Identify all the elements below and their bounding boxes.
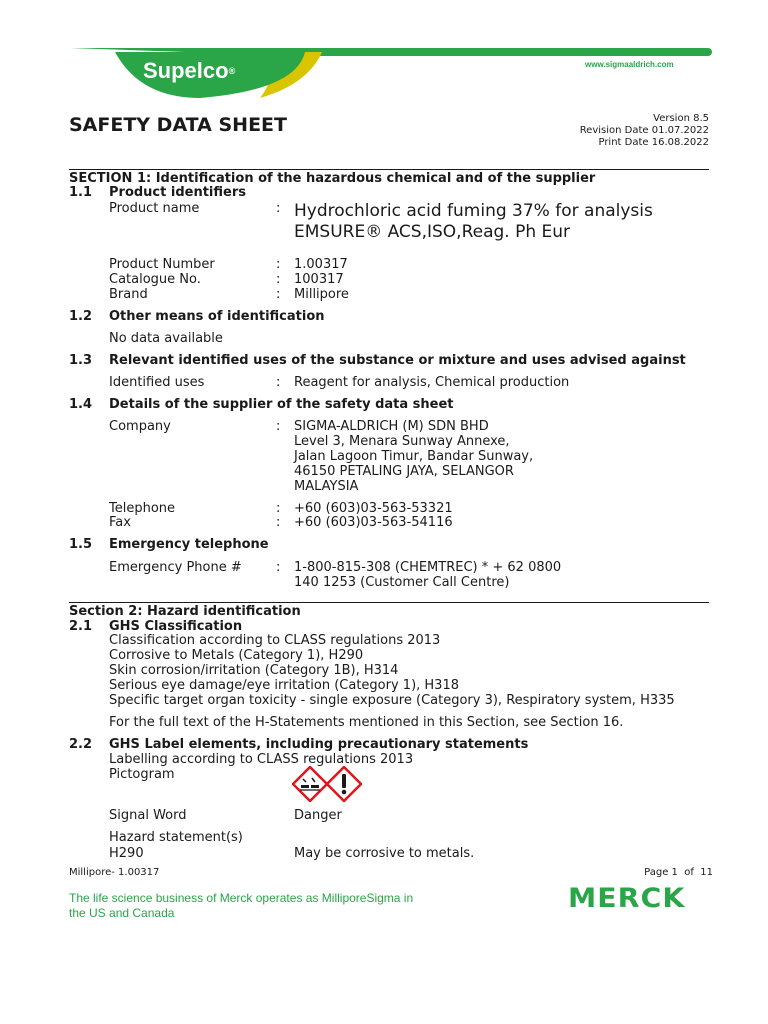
- classification-line: Corrosive to Metals (Category 1), H290: [109, 648, 364, 663]
- pictogram-label: Pictogram: [109, 767, 175, 782]
- identified-uses-value: Reagent for analysis, Chemical production: [294, 375, 570, 390]
- colon: :: [276, 257, 281, 272]
- tagline-line1: The life science business of Merck operates as MilliporeSigma in: [69, 891, 414, 905]
- document-meta: [580, 113, 709, 149]
- product-name-label: Product name: [109, 201, 200, 216]
- s1-2-text: No data available: [109, 331, 223, 346]
- s2-2-title: GHS Label elements, including precautionary statements: [109, 737, 529, 752]
- company-line: MALAYSIA: [294, 479, 359, 494]
- emergency-phone-label: Emergency Phone #: [109, 560, 242, 575]
- classification-line: Serious eye damage/eye irritation (Category 1), H318: [109, 678, 459, 693]
- product-name-line1: Hydrochloric acid fuming 37% for analysis: [294, 201, 653, 221]
- corrosion-pictogram: [292, 766, 328, 802]
- identified-uses-label: Identified uses: [109, 375, 205, 390]
- colon: :: [276, 287, 281, 302]
- h290-code: H290: [109, 846, 144, 861]
- s1-5-num: 1.5: [69, 537, 93, 552]
- footer-product-ref: Millipore- 1.00317: [69, 867, 160, 878]
- section2-rule: [69, 602, 709, 603]
- s1-3-num: 1.3: [69, 353, 93, 368]
- colon: :: [276, 419, 281, 434]
- s1-2-title: Other means of identification: [109, 309, 325, 324]
- website-link[interactable]: www.sigmaaldrich.com: [585, 60, 674, 69]
- revision-date: Revision Date 01.07.2022: [579, 125, 709, 136]
- signal-word-label: Signal Word: [109, 808, 187, 823]
- colon: :: [276, 201, 281, 216]
- s2-2-num: 2.2: [69, 737, 93, 752]
- telephone-label: Telephone: [109, 501, 176, 516]
- s1-1-num: 1.1: [69, 185, 93, 200]
- page-number: Page 1 of 11: [644, 867, 713, 878]
- exclamation-pictogram: [326, 766, 362, 802]
- emergency-phone-line2: 140 1253 (Customer Call Centre): [294, 575, 510, 590]
- s1-1-title: Product identifiers: [109, 185, 246, 200]
- section1-rule: [69, 169, 709, 170]
- signal-word-value: Danger: [294, 808, 342, 823]
- brand-logo-reg: ®: [228, 66, 236, 76]
- hazard-statements-label: Hazard statement(s): [109, 830, 243, 845]
- company-address: [294, 419, 533, 494]
- ghs-classification-list: [109, 633, 675, 708]
- s1-3-title: Relevant identified uses of the substance or mixture and uses advised against: [109, 353, 686, 368]
- brand-value: Millipore: [294, 287, 349, 302]
- supelco-logo-text: [143, 58, 235, 84]
- company-line: Level 3, Menara Sunway Annexe,: [294, 434, 510, 449]
- h290-text: May be corrosive to metals.: [294, 846, 475, 861]
- s1-2-num: 1.2: [69, 309, 93, 324]
- classification-line: Classification according to CLASS regulations 2013: [109, 633, 441, 648]
- company-line: 46150 PETALING JAYA, SELANGOR: [294, 464, 514, 479]
- colon: :: [276, 515, 281, 530]
- s1-5-title: Emergency telephone: [109, 537, 269, 552]
- brand-label: Brand: [109, 287, 148, 302]
- tagline-line2: the US and Canada: [69, 906, 175, 920]
- labelling-text: Labelling according to CLASS regulations 2013: [109, 752, 414, 767]
- telephone-value: +60 (603)03-563-53321: [294, 501, 453, 516]
- section2-heading: Section 2: Hazard identification: [69, 604, 301, 619]
- h-statements-note: For the full text of the H-Statements mentioned in this Section, see Section 16.: [109, 715, 624, 730]
- emergency-phone-line1: 1-800-815-308 (CHEMTREC) * + 62 0800: [294, 560, 562, 575]
- section1-heading: SECTION 1: Identification of the hazardous chemical and of the supplier: [69, 171, 596, 186]
- s2-1-title: GHS Classification: [109, 619, 243, 634]
- s2-1-num: 2.1: [69, 619, 93, 634]
- fax-label: Fax: [109, 515, 131, 530]
- company-label: Company: [109, 419, 171, 434]
- colon: :: [276, 560, 281, 575]
- exclamation-icon: [342, 774, 346, 788]
- emergency-phone-value: [294, 560, 561, 590]
- colon: :: [276, 375, 281, 390]
- product-name-value: [294, 201, 653, 243]
- catalogue-label: Catalogue No.: [109, 272, 201, 287]
- product-number-label: Product Number: [109, 257, 215, 272]
- page-title: SAFETY DATA SHEET: [69, 114, 287, 136]
- footer-tagline: [69, 891, 413, 921]
- product-name-line2: EMSURE® ACS,ISO,Reag. Ph Eur: [294, 222, 571, 242]
- fax-value: +60 (603)03-563-54116: [294, 515, 453, 530]
- product-number-value: 1.00317: [294, 257, 348, 272]
- print-date: Print Date 16.08.2022: [598, 137, 709, 148]
- company-line: SIGMA-ALDRICH (M) SDN BHD: [294, 419, 489, 434]
- s1-4-num: 1.4: [69, 397, 93, 412]
- brand-logo-name: Supelco: [143, 58, 229, 83]
- colon: :: [276, 272, 281, 287]
- classification-line: Skin corrosion/irritation (Category 1B), H314: [109, 663, 399, 678]
- version-text: Version 8.5: [653, 113, 709, 124]
- colon: :: [276, 501, 281, 516]
- company-line: Jalan Lagoon Timur, Bandar Sunway,: [294, 449, 534, 464]
- classification-line: Specific target organ toxicity - single exposure (Category 3), Respiratory system, H335: [109, 693, 675, 708]
- s1-4-title: Details of the supplier of the safety data sheet: [109, 397, 454, 412]
- catalogue-value: 100317: [294, 272, 344, 287]
- merck-logo: MERCK: [568, 883, 686, 914]
